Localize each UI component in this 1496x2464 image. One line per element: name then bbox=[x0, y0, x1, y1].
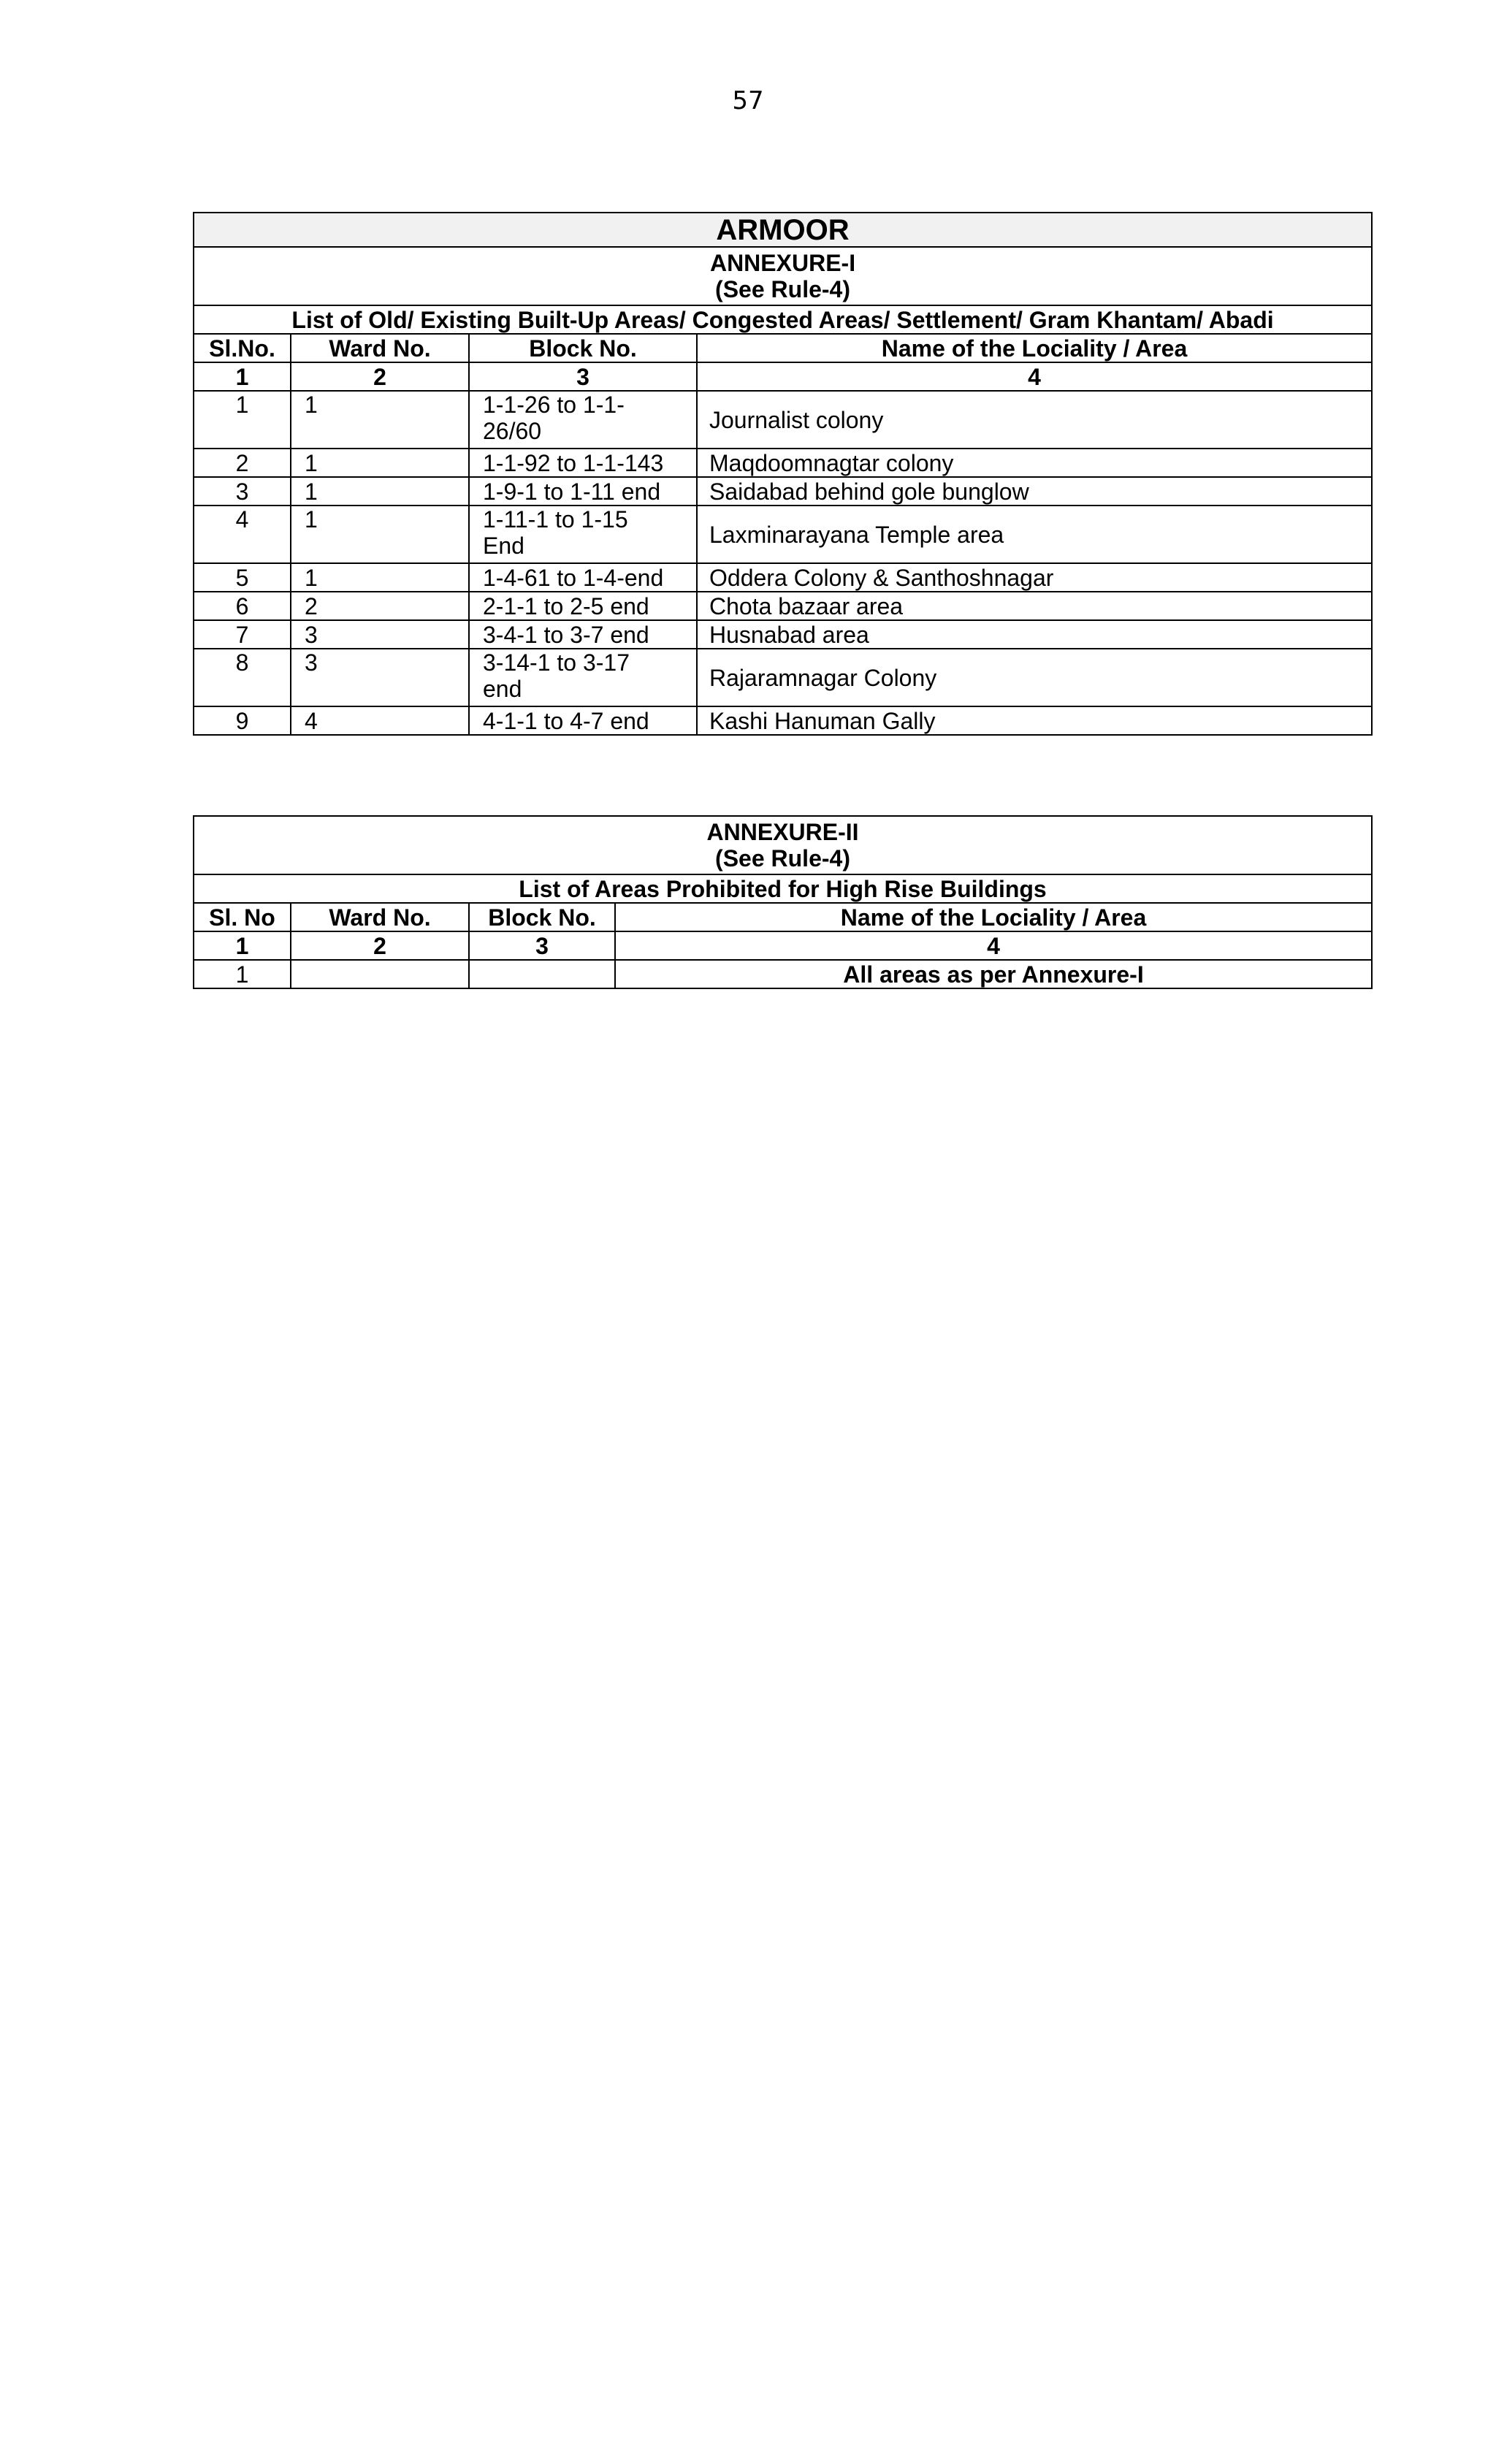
table-row bbox=[194, 563, 1372, 592]
sl-cell: 3 bbox=[194, 477, 291, 506]
sl-cell: 7 bbox=[194, 620, 291, 649]
column-number: 1 bbox=[194, 362, 291, 391]
annexure-2-table bbox=[193, 815, 1373, 989]
sl-cell: 1 bbox=[194, 960, 291, 988]
block-cell: 4-1-1 to 4-7 end bbox=[469, 706, 697, 735]
block-cell bbox=[469, 960, 615, 988]
sl-cell: 5 bbox=[194, 563, 291, 592]
table-row bbox=[194, 592, 1372, 620]
table-row bbox=[194, 620, 1372, 649]
block-cell: 3-14-1 to 3-17 end bbox=[469, 649, 697, 706]
table-header-row bbox=[194, 334, 1372, 362]
column-header: Ward No. bbox=[291, 903, 469, 931]
column-number: 2 bbox=[291, 931, 469, 960]
table-row bbox=[194, 449, 1372, 477]
annexure-subtitle: List of Old/ Existing Built-Up Areas/ Congested Areas/ Settlement/ Gram Khantam/ Abadi bbox=[194, 305, 1372, 334]
ward-cell: 1 bbox=[291, 449, 469, 477]
ward-cell: 2 bbox=[291, 592, 469, 620]
column-header: Block No. bbox=[469, 334, 697, 362]
page-number: 57 bbox=[732, 86, 764, 115]
annexure-1-table bbox=[193, 212, 1373, 736]
sl-cell: 2 bbox=[194, 449, 291, 477]
column-number-row bbox=[194, 362, 1372, 391]
column-header: Name of the Lociality / Area bbox=[697, 334, 1372, 362]
table-row bbox=[194, 477, 1372, 506]
area-cell: All areas as per Annexure-I bbox=[615, 960, 1372, 988]
area-cell: Laxminarayana Temple area bbox=[697, 506, 1372, 563]
block-cell: 2-1-1 to 2-5 end bbox=[469, 592, 697, 620]
annexure-rule: (See Rule-4) bbox=[715, 845, 850, 871]
column-number: 3 bbox=[469, 362, 697, 391]
sl-cell: 9 bbox=[194, 706, 291, 735]
column-number: 4 bbox=[615, 931, 1372, 960]
annexure-rule: (See Rule-4) bbox=[715, 276, 850, 302]
ward-cell bbox=[291, 960, 469, 988]
area-cell: Oddera Colony & Santhoshnagar bbox=[697, 563, 1372, 592]
annexure-subtitle: List of Areas Prohibited for High Rise Buildings bbox=[194, 874, 1372, 903]
annexure-title: ANNEXURE-II bbox=[706, 819, 859, 845]
table-row bbox=[194, 960, 1372, 988]
ward-cell: 3 bbox=[291, 649, 469, 706]
area-cell: Journalist colony bbox=[697, 391, 1372, 449]
sl-cell: 8 bbox=[194, 649, 291, 706]
area-cell: Kashi Hanuman Gally bbox=[697, 706, 1372, 735]
annexure-heading bbox=[194, 816, 1372, 874]
column-header: Sl.No. bbox=[194, 334, 291, 362]
block-cell: 1-1-26 to 1-1-26/60 bbox=[469, 391, 697, 449]
ward-cell: 3 bbox=[291, 620, 469, 649]
sl-cell: 6 bbox=[194, 592, 291, 620]
block-cell: 1-11-1 to 1-15 End bbox=[469, 506, 697, 563]
table-row bbox=[194, 391, 1372, 449]
table-row bbox=[194, 506, 1372, 563]
ward-cell: 1 bbox=[291, 506, 469, 563]
block-cell: 1-4-61 to 1-4-end bbox=[469, 563, 697, 592]
area-cell: Maqdoomnagtar colony bbox=[697, 449, 1372, 477]
town-title: ARMOOR bbox=[194, 213, 1372, 247]
column-header: Ward No. bbox=[291, 334, 469, 362]
sl-cell: 1 bbox=[194, 391, 291, 449]
column-number-row bbox=[194, 931, 1372, 960]
area-cell: Husnabad area bbox=[697, 620, 1372, 649]
block-cell: 1-1-92 to 1-1-143 bbox=[469, 449, 697, 477]
column-header: Sl. No bbox=[194, 903, 291, 931]
sl-cell: 4 bbox=[194, 506, 291, 563]
table-row bbox=[194, 649, 1372, 706]
ward-cell: 1 bbox=[291, 563, 469, 592]
column-number: 3 bbox=[469, 931, 615, 960]
area-cell: Saidabad behind gole bunglow bbox=[697, 477, 1372, 506]
area-cell: Chota bazaar area bbox=[697, 592, 1372, 620]
column-number: 2 bbox=[291, 362, 469, 391]
annexure-title: ANNEXURE-I bbox=[709, 250, 856, 276]
ward-cell: 4 bbox=[291, 706, 469, 735]
block-cell: 1-9-1 to 1-11 end bbox=[469, 477, 697, 506]
column-number: 4 bbox=[697, 362, 1372, 391]
column-header: Block No. bbox=[469, 903, 615, 931]
table-row bbox=[194, 706, 1372, 735]
annexure-heading bbox=[194, 247, 1372, 305]
column-header: Name of the Lociality / Area bbox=[615, 903, 1372, 931]
ward-cell: 1 bbox=[291, 477, 469, 506]
area-cell: Rajaramnagar Colony bbox=[697, 649, 1372, 706]
table-header-row bbox=[194, 903, 1372, 931]
block-cell: 3-4-1 to 3-7 end bbox=[469, 620, 697, 649]
column-number: 1 bbox=[194, 931, 291, 960]
ward-cell: 1 bbox=[291, 391, 469, 449]
